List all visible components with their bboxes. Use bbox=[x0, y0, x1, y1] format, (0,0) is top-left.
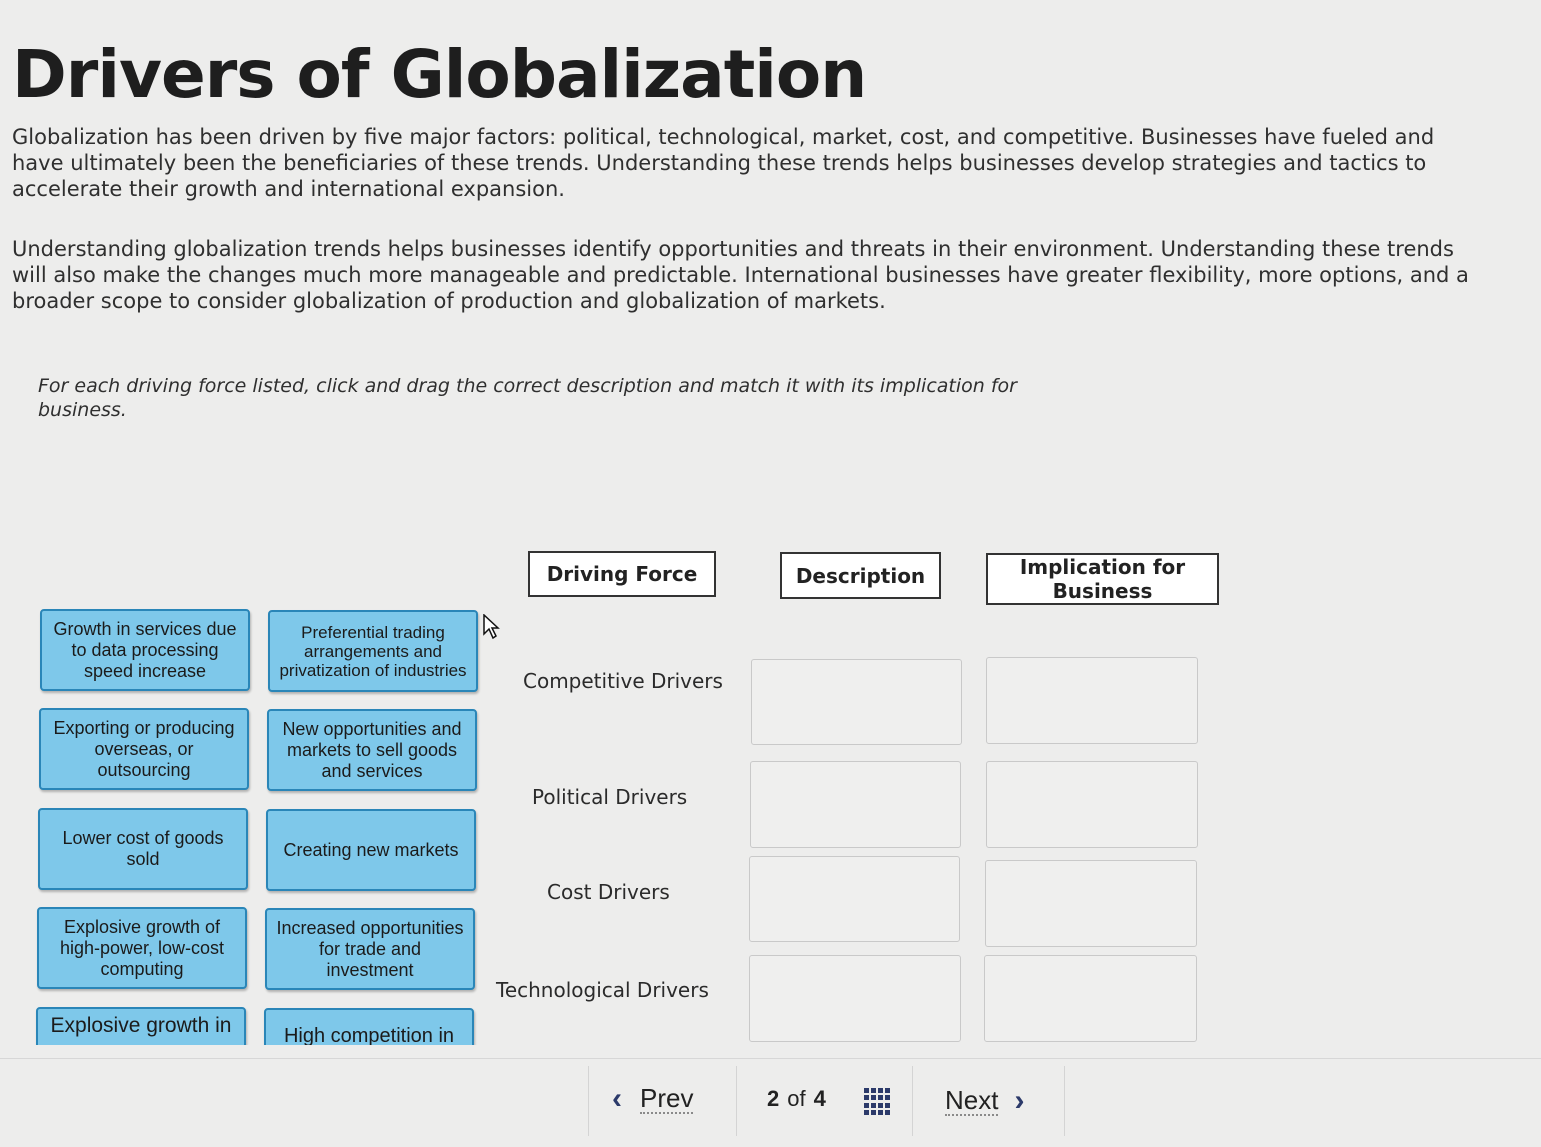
header-description: Description bbox=[780, 552, 941, 599]
prev-label: Prev bbox=[640, 1083, 694, 1113]
drop-zone-competitive-implication[interactable] bbox=[986, 657, 1198, 744]
drop-zone-cost-description[interactable] bbox=[749, 856, 960, 942]
force-label-political: Political Drivers bbox=[532, 785, 688, 809]
drag-tile[interactable]: Explosive growth in bbox=[36, 1007, 246, 1045]
prev-button[interactable] bbox=[612, 1082, 693, 1116]
answer-bank bbox=[30, 600, 490, 1045]
header-driving-force: Driving Force bbox=[528, 551, 716, 597]
drag-tile[interactable]: New opportunities and markets to sell goods and services bbox=[267, 709, 477, 791]
drop-zone-technological-description[interactable] bbox=[749, 955, 961, 1042]
force-label-cost: Cost Drivers bbox=[547, 880, 670, 904]
drop-zone-cost-implication[interactable] bbox=[985, 860, 1197, 947]
header-implication: Implication for Business bbox=[986, 553, 1219, 605]
chevron-left-icon: ‹ bbox=[612, 1082, 622, 1115]
page-indicator bbox=[767, 1086, 826, 1112]
current-page: 2 bbox=[767, 1086, 780, 1111]
footer-divider bbox=[0, 1058, 1541, 1059]
instructions: For each driving force listed, click and drag the correct description and match it with its implication for business. bbox=[38, 375, 1017, 421]
cursor-icon bbox=[482, 614, 500, 640]
nav-divider bbox=[588, 1066, 589, 1136]
nav-divider bbox=[912, 1066, 913, 1136]
drag-tile[interactable]: Lower cost of goods sold bbox=[38, 808, 248, 890]
drop-zone-technological-implication[interactable] bbox=[984, 955, 1197, 1042]
next-label: Next bbox=[945, 1085, 999, 1115]
next-button[interactable] bbox=[945, 1084, 1024, 1118]
page-of-label: of bbox=[787, 1086, 806, 1111]
drag-tile[interactable]: Preferential trading arrangements and privatization of industries bbox=[268, 610, 478, 692]
nav-divider bbox=[1064, 1066, 1065, 1136]
drop-zone-political-implication[interactable] bbox=[986, 761, 1198, 848]
drag-tile[interactable]: Growth in services due to data processing speed increase bbox=[40, 609, 250, 691]
drag-tile[interactable]: High competition in bbox=[264, 1008, 474, 1045]
drag-tile[interactable]: Creating new markets bbox=[266, 809, 476, 891]
total-pages: 4 bbox=[813, 1086, 826, 1111]
drop-zone-political-description[interactable] bbox=[750, 761, 961, 848]
intro-paragraph-1: Globalization has been driven by five major factors: political, technological, market, cost, and competitive. Businesses have fueled and have ultimately been the beneficiaries of these trends. Understanding these trends helps businesses develop strategies and tactics to accelerate their growth and international expansion. bbox=[12, 125, 1435, 201]
drag-tile[interactable]: Exporting or producing overseas, or outsourcing bbox=[39, 708, 249, 790]
drag-tile[interactable]: Explosive growth of high-power, low-cost computing bbox=[37, 907, 247, 989]
page-title: Drivers of Globalization bbox=[12, 36, 867, 113]
force-label-technological: Technological Drivers bbox=[496, 978, 709, 1002]
drag-tile[interactable]: Increased opportunities for trade and investment bbox=[265, 908, 475, 990]
drop-zone-competitive-description[interactable] bbox=[751, 659, 962, 745]
chevron-right-icon: › bbox=[1014, 1084, 1025, 1117]
grid-icon[interactable] bbox=[864, 1088, 891, 1115]
nav-divider bbox=[736, 1066, 737, 1136]
force-label-competitive: Competitive Drivers bbox=[523, 669, 723, 693]
intro-paragraph-2: Understanding globalization trends helps businesses identify opportunities and threats in their environment. Understanding these trends will also make the changes much more manageable and predictable. International businesses have greater flexibility, more options, and a broader scope to consider globalization of production and globalization of markets. bbox=[12, 237, 1469, 313]
